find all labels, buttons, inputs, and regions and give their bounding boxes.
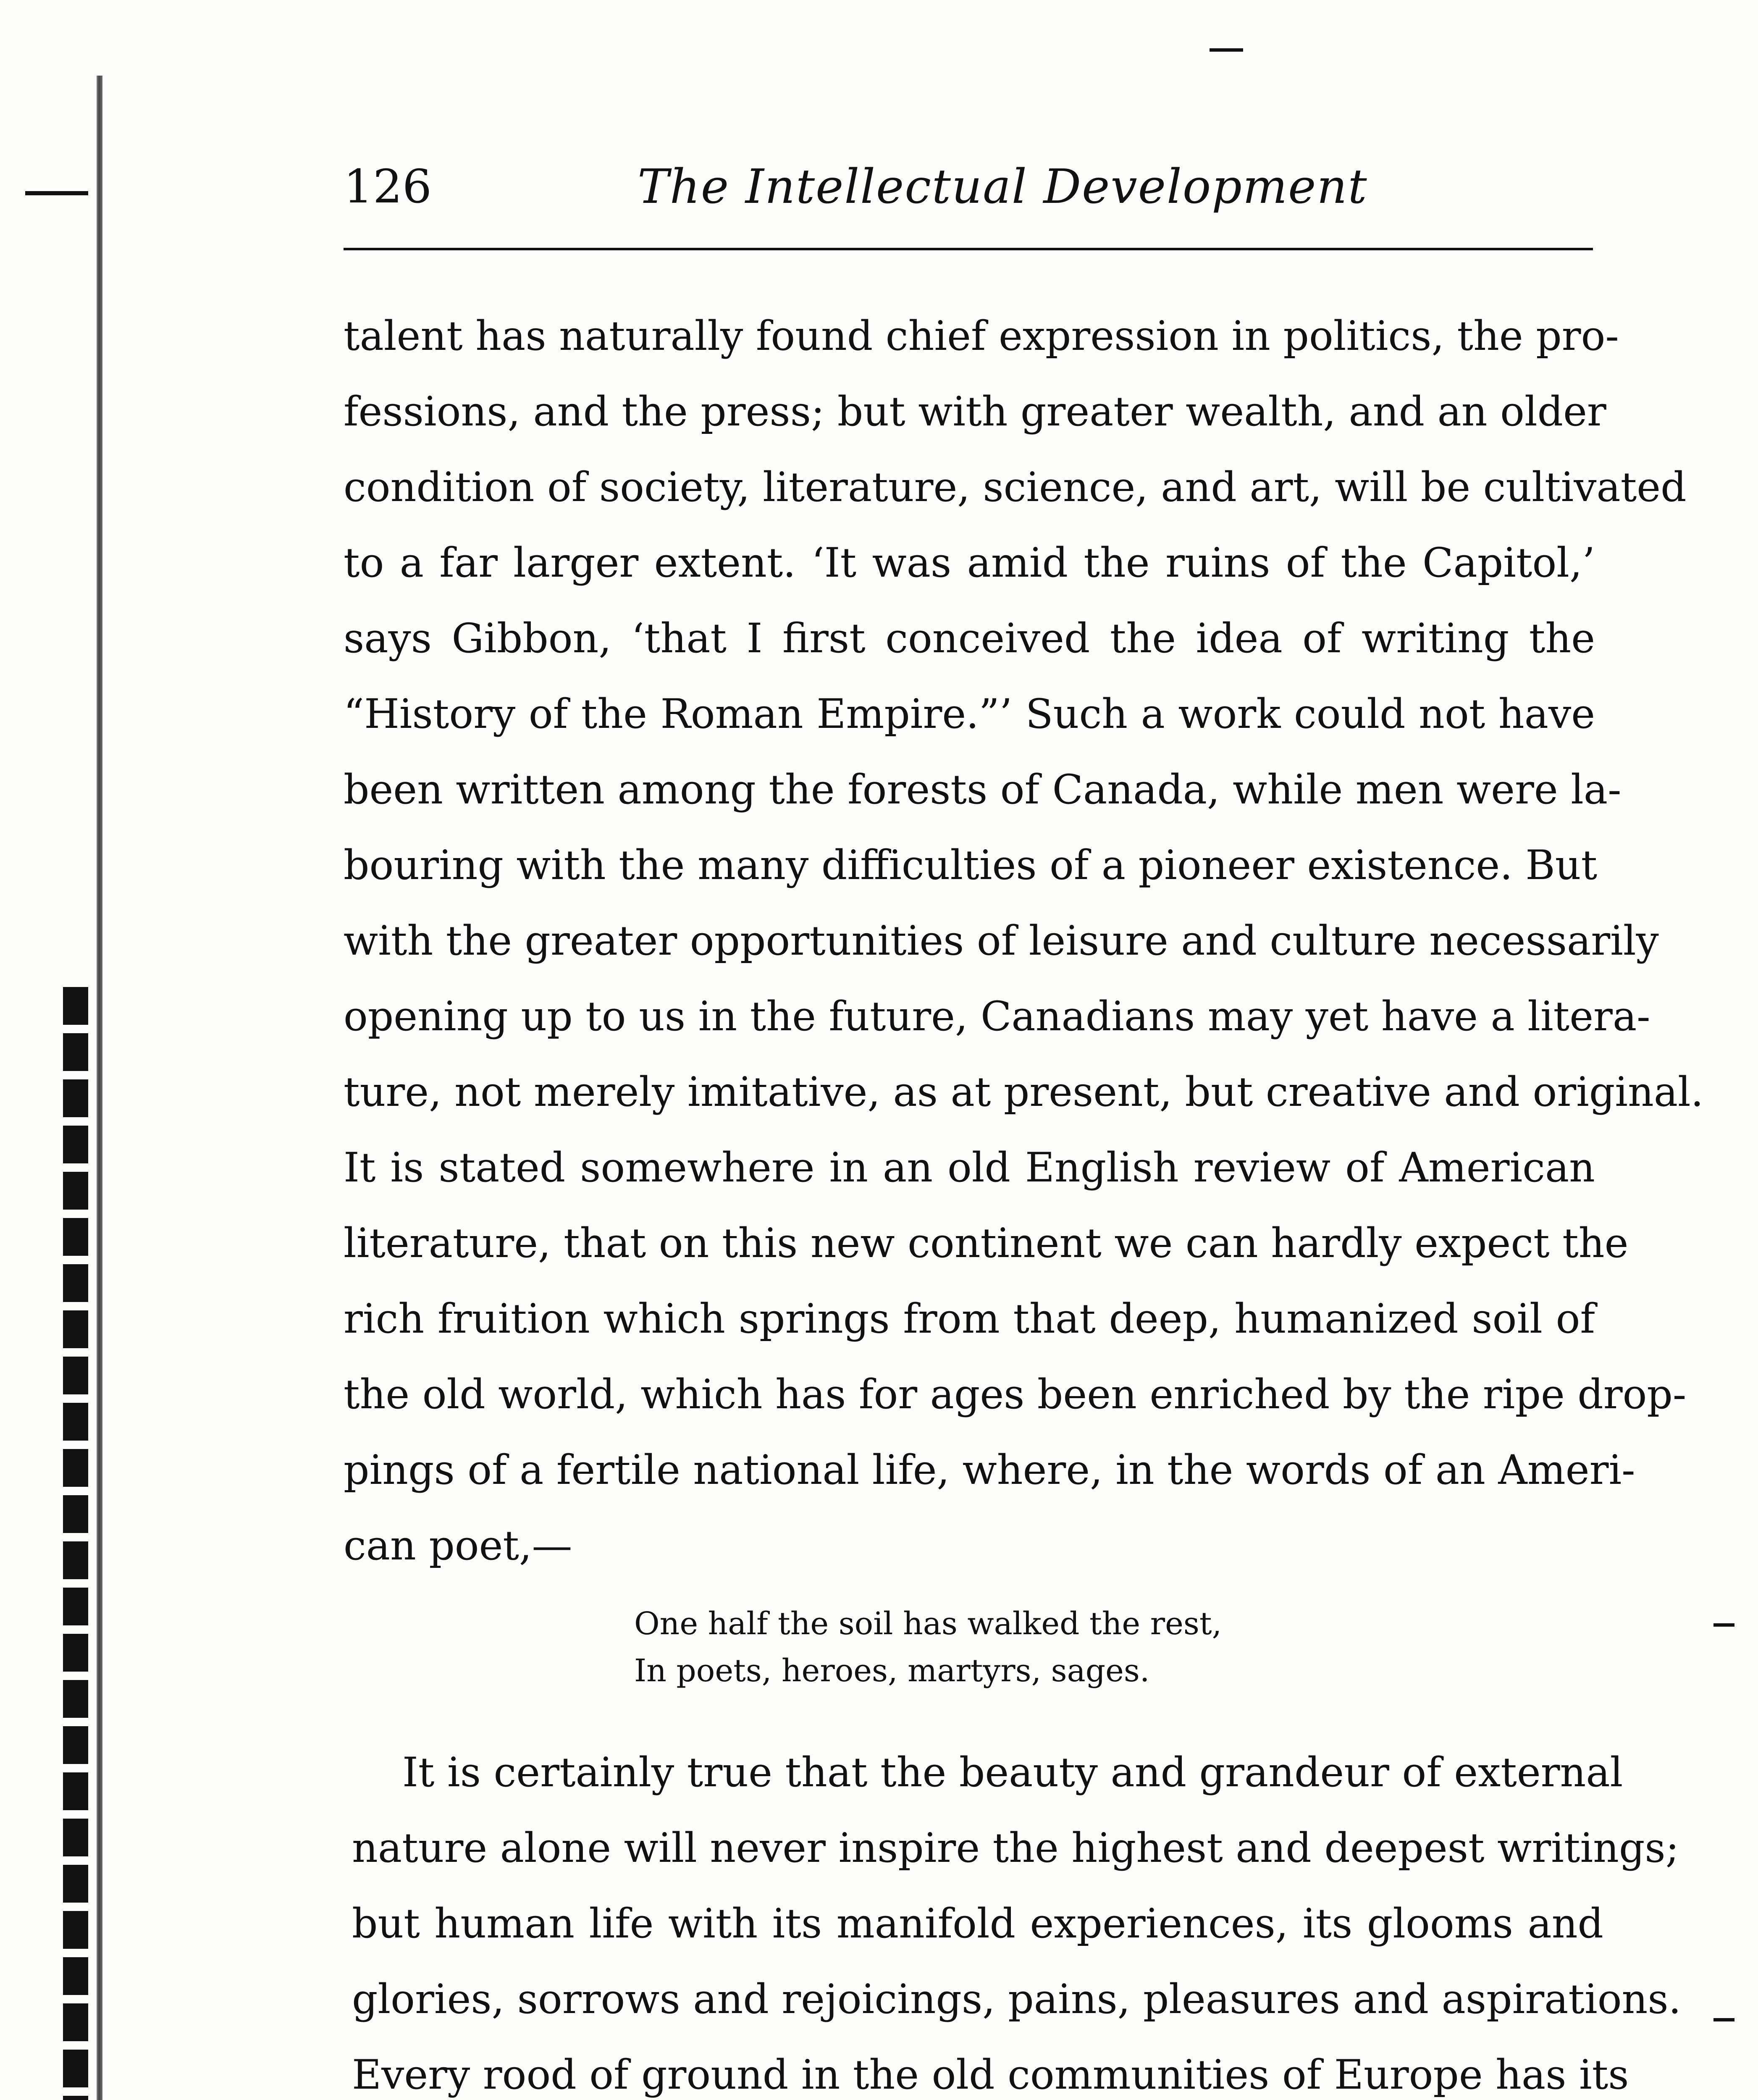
text-line: rich fruition which springs from that deep, humanized soil of (344, 1295, 1595, 1342)
text-line: “History of the Roman Empire.”’ Such a work could not have (344, 690, 1595, 738)
verse-line: In poets, heroes, martyrs, sages. (634, 1653, 1150, 1689)
margin-mark (1713, 2018, 1734, 2021)
verse-quote (634, 1600, 1222, 1694)
text-line: to a far larger extent. ‘It was amid the ruins of the Capitol,’ (344, 539, 1595, 586)
text-line: been written among the forests of Canada, while men were la- (344, 766, 1622, 813)
margin-mark (1713, 1623, 1734, 1627)
margin-mark (25, 191, 88, 195)
text-line: Every rood of ground in the old communities of Europe has its (352, 2051, 1629, 2098)
page-header (344, 151, 1603, 223)
text-line: ture, not merely imitative, as at present, but creative and original. (344, 1068, 1704, 1116)
text-line: the old world, which has for ages been enriched by the ripe drop- (344, 1371, 1687, 1418)
text-line: with the greater opportunities of leisure and culture necessarily (344, 917, 1659, 964)
verse-line: One half the soil has walked the rest, (634, 1606, 1222, 1642)
paragraph-1 (344, 298, 1704, 1583)
text-line: It is stated somewhere in an old English review of American (344, 1144, 1595, 1191)
text-line: condition of society, literature, science, and art, will be cultivated (344, 464, 1687, 511)
text-line: but human life with its manifold experiences, its glooms and (352, 1900, 1603, 1947)
binding-shadow (63, 987, 88, 2100)
binding-edge (97, 76, 102, 2100)
text-line: literature, that on this new continent we can hardly expect the (344, 1220, 1629, 1267)
paragraph-2 (352, 1735, 1682, 2100)
text-line: glories, sorrows and rejoicings, pains, pleasures and aspirations. (352, 1976, 1682, 2023)
text-line: It is certainly true that the beauty and grandeur of external (402, 1749, 1623, 1796)
margin-mark (1210, 48, 1243, 52)
text-line: talent has naturally found chief expression in politics, the pro- (344, 312, 1619, 360)
text-line: pings of a fertile national life, where, in the words of an Ameri- (344, 1446, 1635, 1494)
header-rule (344, 248, 1593, 250)
text-line: can poet,— (344, 1522, 572, 1569)
text-line: bouring with the many difficulties of a pioneer existence. But (344, 842, 1598, 889)
text-line: fessions, and the press; but with greater wealth, and an older (344, 388, 1606, 435)
page-number: 126 (344, 160, 432, 213)
text-line: nature alone will never inspire the highest and deepest writings; (352, 1824, 1679, 1872)
running-title: The Intellectual Development (638, 160, 1368, 214)
text-line: says Gibbon, ‘that I first conceived the idea of writing the (344, 615, 1595, 662)
text-line: opening up to us in the future, Canadians may yet have a litera- (344, 993, 1650, 1040)
